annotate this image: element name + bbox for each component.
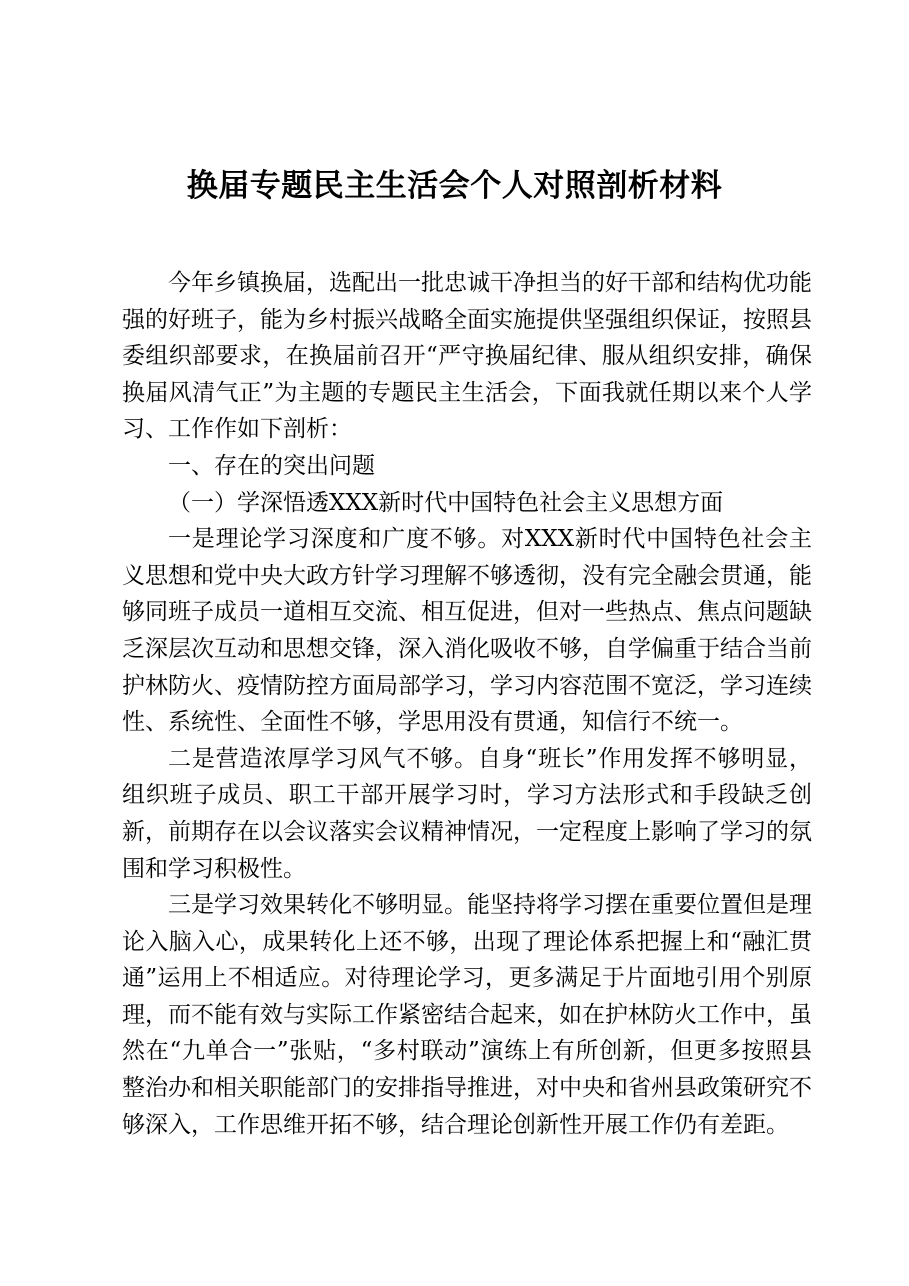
- subsection-heading: （一）学深悟透XXX新时代中国特色社会主义思想方面: [168, 489, 724, 516]
- body-paragraph: 二是营造浓厚学习风气不够。自身“班长”作用发挥不够明显，组织班子成员、职工干部开展学习时，学习方法形式和手段缺乏创新，前期存在以会议落实会议精神情况，一定程度上影响了学习的氛围和学习积极性。: [122, 745, 812, 882]
- document-body: [122, 265, 812, 1143]
- body-paragraph: 三是学习效果转化不够明显。能坚持将学习摆在重要位置但是理论入脑入心，成果转化上还不够，出现了理论体系把握上和“融汇贯通”运用上不相适应。对待理论学习，更多满足于片面地引用个别原理，而不能有效与实际工作紧密结合起来，如在护林防火工作中，虽然在“九单合一”张贴，“多村联动”演练上有所创新，但更多按照县整治办和相关职能部门的安排指导推进，对中央和省州县政策研究不够深入，工作思维开拓不够，结合理论创新性开展工作仍有差距。: [122, 892, 812, 1138]
- body-paragraph: 一是理论学习深度和广度不够。对XXX新时代中国特色社会主义思想和党中央大政方针学习理解不够透彻，没有完全融会贯通，能够同班子成员一道相互交流、相互促进，但对一些热点、焦点问题缺乏深层次互动和思想交锋，深入消化吸收不够，自学偏重于结合当前护林防火、疫情防控方面局部学习，学习内容范围不宽泛，学习连续性、系统性、全面性不够，学思用没有贯通，知信行不统一。: [122, 526, 812, 736]
- intro-paragraph: 今年乡镇换届，选配出一批忠诚干净担当的好干部和结构优功能强的好班子，能为乡村振兴战略全面实施提供坚强组织保证，按照县委组织部要求，在换届前召开“严守换届纪律、服从组织安排，确保换届风清气正”为主题的专题民主生活会，下面我就任期以来个人学习、工作作如下剖析：: [122, 270, 812, 443]
- section-heading: 一、存在的突出问题: [168, 452, 375, 479]
- document-title: 换届专题民主生活会个人对照剖析材料: [186, 168, 723, 204]
